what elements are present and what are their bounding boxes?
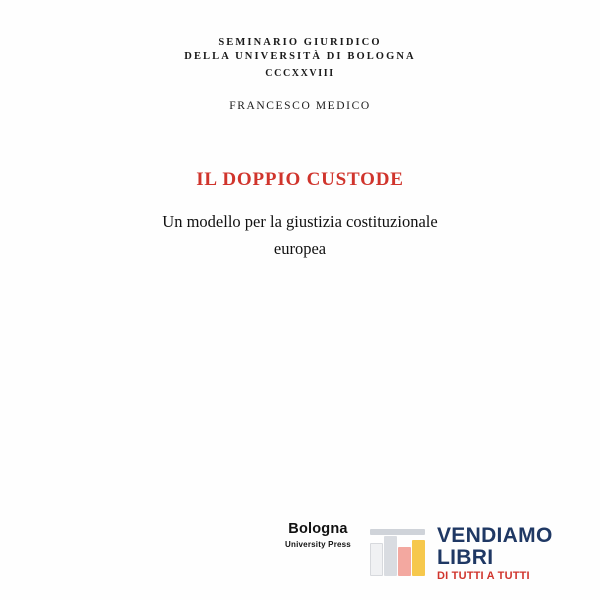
book-shelf-top bbox=[370, 529, 425, 535]
watermark-text bbox=[437, 525, 553, 582]
publisher-name: Bologna bbox=[288, 521, 348, 537]
book-subtitle bbox=[0, 208, 600, 262]
watermark-line-2: LIBRI bbox=[437, 545, 494, 569]
reseller-watermark bbox=[370, 522, 594, 584]
title-block bbox=[0, 168, 600, 262]
series-block bbox=[0, 36, 600, 81]
book-1 bbox=[370, 543, 383, 576]
stacked-books-icon bbox=[370, 530, 430, 576]
book-4 bbox=[412, 540, 425, 576]
publisher-subtitle: University Press bbox=[285, 540, 351, 549]
subtitle-line-1: Un modello per la giustizia costituzionale bbox=[162, 212, 438, 231]
author-name: FRANCESCO MEDICO bbox=[229, 100, 371, 112]
watermark-line-3: DI TUTTI A TUTTI bbox=[437, 569, 530, 582]
book-3 bbox=[398, 547, 411, 576]
book-2 bbox=[384, 536, 397, 576]
subtitle-line-2: europea bbox=[273, 239, 327, 258]
publisher-block bbox=[268, 521, 368, 549]
watermark-line-1: VENDIAMO bbox=[437, 523, 553, 547]
series-line-2: DELLA UNIVERSITÀ DI BOLOGNA bbox=[184, 51, 416, 62]
series-number: CCCXXVIII bbox=[265, 68, 335, 79]
series-line-1: SEMINARIO GIURIDICO bbox=[218, 37, 382, 48]
book-title: IL DOPPIO CUSTODE bbox=[196, 169, 404, 190]
